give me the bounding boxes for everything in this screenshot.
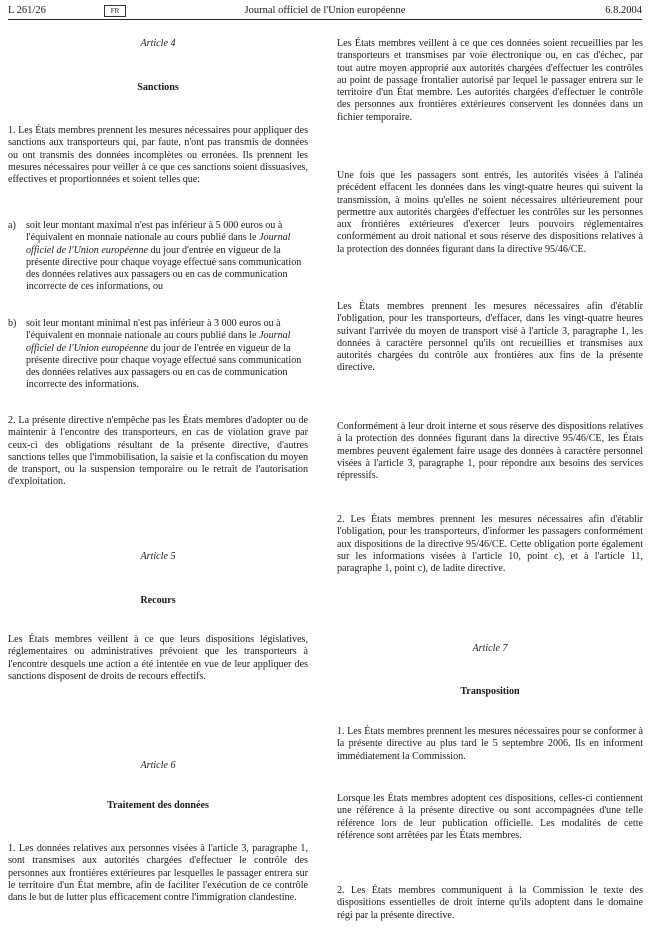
item-a-journal: Journal officiel de l'Union européenne [26,232,291,256]
article-7-reference-paragraph: Lorsque les États membres adoptent ces dispositions, celles-ci contiennent une référence à la présente directive ou sont accompagnées d'une telle référence lors de leur publication officielle. Les modalités de cette référence sont arrêtées par les États membres. [337,793,643,841]
item-b-text-1: soit leur montant minimal n'est pas inférieur à 3 000 euros ou à l'équivalent en monnaie nationale au cours publié dans le [26,318,281,342]
article-7-paragraph-1: 1. Les États membres prennent les mesures nécessaires pour se conformer à la présente directive au plus tard le 5 septembre 2006. Ils en informent immédiatement la Commission. [337,726,643,762]
article-5-title: Recours [140,595,176,606]
oj-reference: L 261/26 [8,5,46,16]
article-4-number: Article 4 [140,38,176,49]
publication-date: 6.8.2004 [605,5,642,16]
article-7-title: Transposition [460,686,520,697]
article-5-number: Article 5 [140,551,176,562]
article-6-law-enforcement: Conformément à leur droit interne et sous réserve des dispositions relatives à la protection des données figurant dans la directive 95/46/CE, les États membres peuvent également faire usage des données à caractère personnel visées à l'article 3, paragraphe 1, pour répondre aux besoins des services répressifs. [337,421,643,482]
article-4-title: Sanctions [137,82,179,93]
article-6-number: Article 6 [140,760,176,771]
item-a-text-2: du jour d'entrée en vigueur de la présente directive pour chaque voyage effectué sans communication des données relatives aux passagers ou en cas de communication incorrecte de ces informations, ou [26,244,302,293]
header-rule [8,19,642,20]
article-4-paragraph-2: 2. La présente directive n'empêche pas les États membres d'adopter ou de maintenir à l'encontre des transporteurs, en cas de violation grave par ceux-ci des obligations résultant de la présente directive, d'autres sanctions telles que l'immobilisation, la saisie et la confiscation du moyen de transport, ou la suspension temporaire ou le retrait de l'autorisation d'exploitation. [8,415,308,488]
language-code-box: FR [104,5,126,17]
article-4-item-b [8,318,308,392]
article-4-item-a [8,220,308,294]
article-6-paragraph-1: 1. Les données relatives aux personnes visées à l'article 3, paragraphe 1, sont transmises aux autorités chargées d'effectuer le contrôle des personnes aux frontières extérieures par lesquelles le passager entrera sur le territoire d'un État membre, afin de faciliter l'exécution de ce contrôle dans le but de lutter plus efficacement contre l'immigration clandestine. [8,843,308,904]
journal-title: Journal officiel de l'Union européenne [244,5,406,16]
article-6-title: Traitement des données [107,800,209,811]
article-6-paragraph-2: 2. Les États membres prennent les mesures nécessaires afin d'établir l'obligation, pour les transporteurs, d'informer les passagers conformément aux dispositions de la directive 95/46/CE. Cette obligation porte également sur les informations visées à l'article 10, point c), et à l'article 11, paragraphe 1, point c), de ladite directive. [337,514,643,575]
item-b-journal: Journal officiel de l'Union européenne [26,330,291,354]
article-7-paragraph-2: 2. Les États membres communiquent à la Commission le texte des dispositions essentielles de droit interne qu'ils adoptent dans le domaine régi par la présente directive. [337,885,643,921]
article-6-carrier-deletion: Les États membres prennent les mesures nécessaires afin d'établir l'obligation, pour les transporteurs, d'effacer, dans les vingt-quatre heures suivant l'arrivée du moyen de transport visé à l'article 3, paragraphe 1, les données à caractère personnel qu'ils ont recueillies et transmises aux autorités chargées du contrôle aux frontières aux fins de la présente directive. [337,301,643,374]
article-4-paragraph-1: 1. Les États membres prennent les mesures nécessaires pour appliquer des sanctions aux transporteurs qui, par faute, n'ont pas transmis de données ou ont transmis des données incomplètes ou erronées. Ils prennent les mesures nécessaires pour veiller à ce que ces sanctions soient dissuasives, effectives et proportionnées et soient telles que: [8,125,308,186]
item-b-label: b) [8,318,17,329]
item-a-text-1: soit leur montant maximal n'est pas inférieur à 5 000 euros ou à l'équivalent en monnaie nationale au cours publié dans le [26,220,283,244]
item-b-text-2: du jour de l'entrée en vigueur de la présente directive pour chaque voyage effectué sans communication des données relatives aux passagers ou en cas de communication incorrecte des informations. [26,342,302,391]
article-6-erasure-paragraph: Une fois que les passagers sont entrés, les autorités visées à l'alinéa précédent effacent les données dans les vingt-quatre heures qui suivent la transmission, à moins qu'elles ne soient nécessaires ultérieurement pour permettre aux autorités chargées d'effectuer les contrôles sur les personnes aux frontières extérieures d'exercer leurs pouvoirs réglementaires conformément au droit national et sous réserve des dispositions relatives à la protection des données figurant dans la directive 95/46/CE. [337,170,643,255]
article-6-paragraph-1-continued: Les États membres veillent à ce que ces données soient recueillies par les transporteurs et transmises par voie électronique ou, en cas d'échec, par tout autre moyen approprié aux autorités chargées d'effectuer les contrôles au point de passage frontalier autorisé par lequel le passager entrera sur le territoire d'un État membre. Les autorités chargées d'effectuer le contrôle des personnes aux frontières extérieures conservent les données dans un fichier temporaire. [337,38,643,123]
article-5-text: Les États membres veillent à ce que leurs dispositions législatives, réglementaires ou administratives prévoient que les transporteurs à l'encontre desquels une action a été intentée en vue de leur appliquer des sanctions disposent de droits de recours effectifs. [8,634,308,682]
page-header [8,4,642,20]
article-7-number: Article 7 [472,643,508,654]
item-a-label: a) [8,220,16,231]
